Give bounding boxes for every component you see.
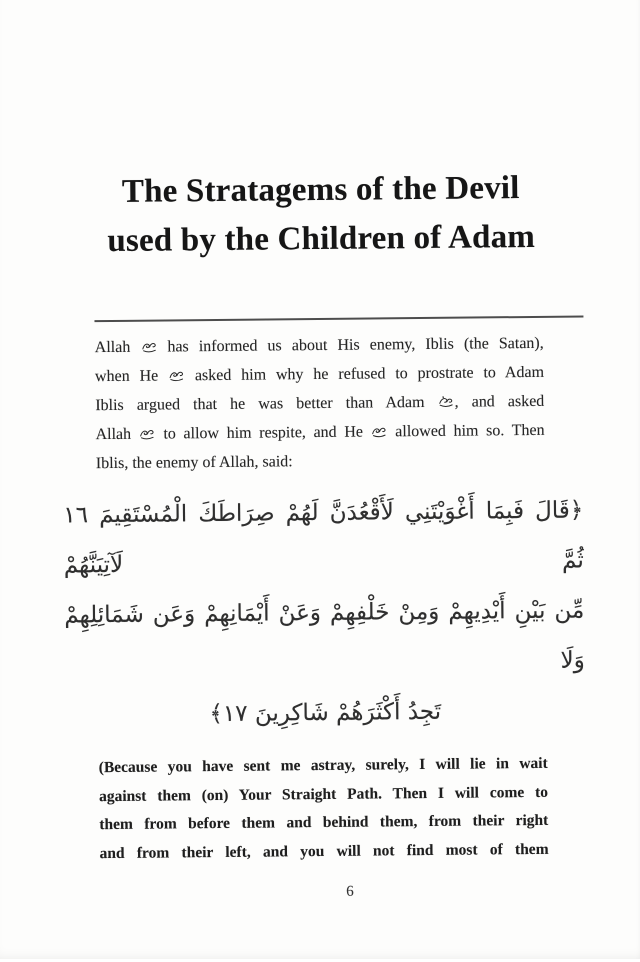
honorific-jalla-jalaluhu-icon [169, 369, 184, 381]
honorific-jalla-jalaluhu-icon [141, 341, 156, 353]
translation-line: (Because you have sent me astray, surely, I will lie in wait [98, 754, 548, 777]
text-run: Iblis, the enemy of Allah, said: [95, 453, 293, 473]
intro-paragraph [95, 329, 545, 478]
text-line [95, 329, 544, 362]
honorific-alayhis-salam-icon [439, 396, 454, 408]
quran-verse-translation [99, 750, 549, 869]
quran-verse-arabic [63, 485, 585, 740]
text-run: allowed him so. Then [387, 421, 545, 441]
arabic-verse-line: ﴿قَالَ فَبِمَا أَغْوَيْتَنِي لَأَقْعُدَنَّ لَهُمْ صِرَاطَكَ الْمُسْتَقِيمَ ١٦ ثُمَّ لَآتِيَنَّهُمْ [63, 497, 584, 579]
text-line [96, 445, 545, 478]
page-number: 6 [346, 883, 354, 900]
text-run: Iblis argued that he was better than Adam [95, 393, 438, 415]
honorific-jalla-jalaluhu-icon [372, 425, 387, 437]
translation-line: and from their left, and you will not find most of them [99, 840, 549, 862]
text-run: to allow him respite, and He [155, 423, 371, 443]
text-run: , and asked [454, 392, 545, 411]
translation-line: against them (on) Your Straight Path. Then I will come to [98, 783, 549, 805]
text-line [95, 358, 544, 391]
arabic-verse-line: تَجِدُ أَكْثَرَهُمْ شَاكِرِينَ ١٧﴾ [209, 698, 442, 728]
translation-line: them from before them and behind them, from their right [99, 812, 549, 834]
text-line [95, 387, 544, 420]
title-line-1: The Stratagems of the Devil [121, 170, 520, 210]
arabic-verse-line: مِّن بَيْنِ أَيْدِيهِمْ وَمِنْ خَلْفِهِمْ وَعَنْ أَيْمَانِهِمْ وَعَن شَمَائِلِهِمْ وَلَا [64, 597, 585, 674]
text-run: has informed us about His enemy, Iblis (the Satan), [157, 334, 544, 356]
text-run: asked him why he refused to prostrate to Adam [184, 363, 545, 385]
section-divider-rule [94, 315, 583, 322]
honorific-jalla-jalaluhu-icon [140, 428, 155, 440]
text-run: when He [94, 367, 169, 386]
page-title [85, 164, 557, 267]
text-line [95, 416, 544, 449]
title-line-2: used by the Children of Adam [107, 218, 536, 260]
text-run: Allah [94, 338, 141, 357]
text-run: Allah [95, 425, 139, 444]
